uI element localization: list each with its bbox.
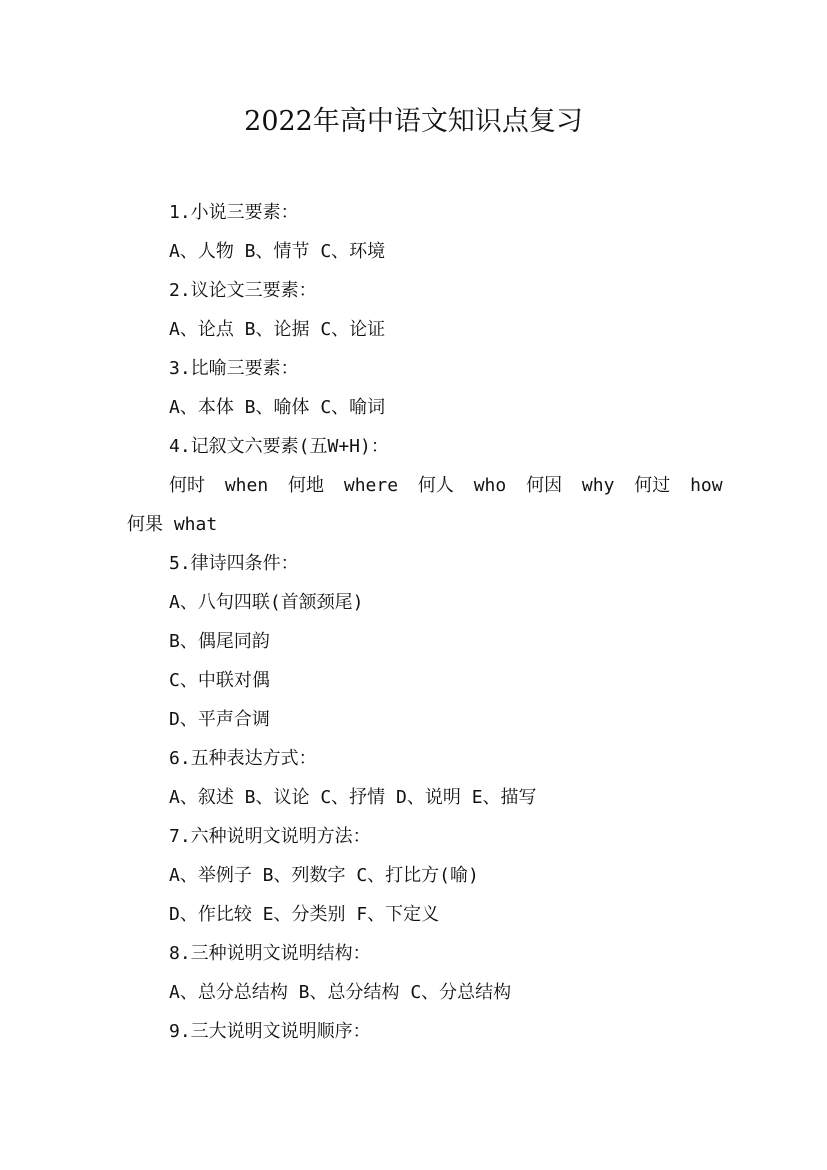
text-line: 3.比喻三要素： [169, 358, 299, 379]
text-line: 4.记叙文六要素(五W+H)： [169, 436, 389, 457]
text-line: B、偶尾同韵 [169, 631, 270, 652]
text-line: D、作比较 E、分类别 F、下定义 [169, 904, 440, 925]
text-line: 何时 when 何地 where 何人 who 何因 why 何过 how [169, 475, 723, 496]
text-line: C、中联对偶 [169, 670, 270, 691]
text-line: A、人物 B、情节 C、环境 [169, 241, 386, 262]
text-line: 7.六种说明文说明方法： [169, 826, 371, 847]
text-line: 1.小说三要素： [169, 202, 299, 223]
text-line: A、本体 B、喻体 C、喻词 [169, 397, 386, 418]
text-line: D、平声合调 [169, 709, 270, 730]
text-line: A、举例子 B、列数字 C、打比方(喻) [169, 865, 479, 886]
text-line: A、总分总结构 B、总分结构 C、分总结构 [169, 982, 512, 1003]
text-line: 8.三种说明文说明结构： [169, 943, 371, 964]
text-line: A、八句四联(首颔颈尾) [169, 592, 364, 613]
text-line: 5.律诗四条件： [169, 553, 299, 574]
text-line: 2.议论文三要素： [169, 280, 317, 301]
text-line: A、叙述 B、议论 C、抒情 D、说明 E、描写 [169, 787, 537, 808]
document-body [127, 193, 723, 1051]
text-line: 9.三大说明文说明顺序： [169, 1021, 371, 1042]
text-line: A、论点 B、论据 C、论证 [169, 319, 386, 340]
text-line-continuation: 何果 what [127, 514, 218, 535]
document-title: 2022年高中语文知识点复习 [244, 106, 583, 137]
text-line: 6.五种表达方式： [169, 748, 317, 769]
